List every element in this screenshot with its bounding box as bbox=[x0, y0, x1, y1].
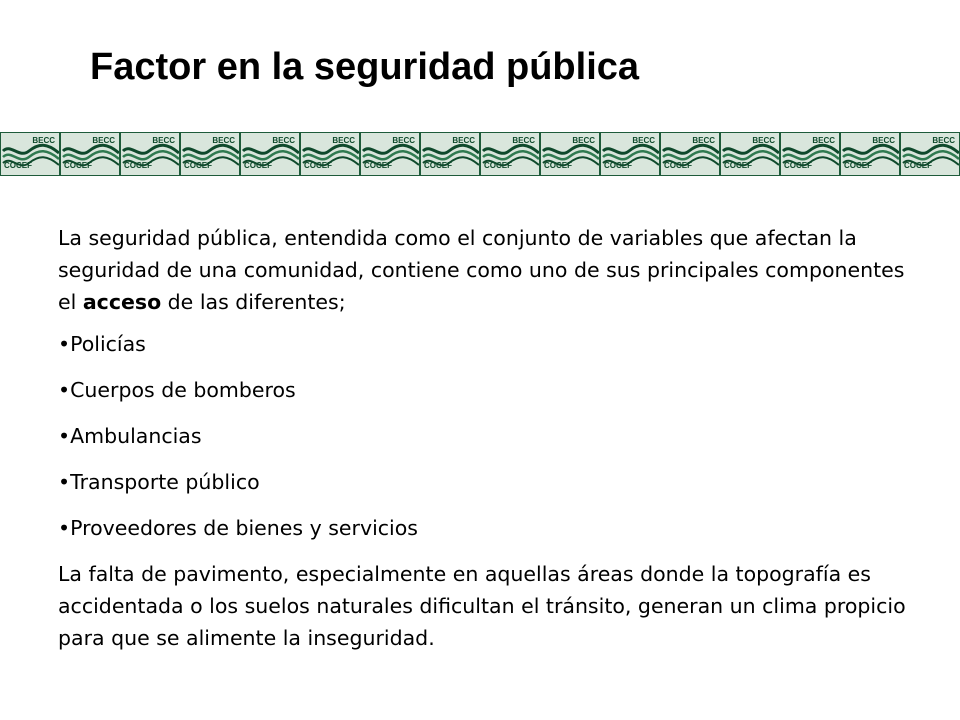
logo-text-becc: BECC bbox=[752, 136, 775, 145]
logo-text-cocef: COCEF bbox=[724, 161, 752, 170]
becc-cocef-logo bbox=[540, 132, 600, 176]
logo-text-cocef: COCEF bbox=[364, 161, 392, 170]
logo-text-cocef: COCEF bbox=[424, 161, 452, 170]
logo-text-becc: BECC bbox=[932, 136, 955, 145]
logo-text-cocef: COCEF bbox=[64, 161, 92, 170]
logo-text-cocef: COCEF bbox=[124, 161, 152, 170]
logo-text-becc: BECC bbox=[572, 136, 595, 145]
logo-text-becc: BECC bbox=[152, 136, 175, 145]
logo-text-becc: BECC bbox=[692, 136, 715, 145]
becc-cocef-logo bbox=[240, 132, 300, 176]
bullet-item: •Proveedores de bienes y servicios bbox=[58, 516, 418, 540]
becc-cocef-logo bbox=[720, 132, 780, 176]
logo-text-becc: BECC bbox=[212, 136, 235, 145]
becc-cocef-logo bbox=[180, 132, 240, 176]
logo-text-becc: BECC bbox=[512, 136, 535, 145]
logo-text-becc: BECC bbox=[452, 136, 475, 145]
intro-text-end: de las diferentes; bbox=[161, 290, 346, 314]
logo-text-cocef: COCEF bbox=[784, 161, 812, 170]
logo-text-becc: BECC bbox=[812, 136, 835, 145]
logo-text-becc: BECC bbox=[392, 136, 415, 145]
logo-banner bbox=[0, 132, 960, 176]
bullet-item: •Cuerpos de bomberos bbox=[58, 378, 296, 402]
slide-body bbox=[58, 222, 908, 664]
logo-text-becc: BECC bbox=[32, 136, 55, 145]
becc-cocef-logo bbox=[480, 132, 540, 176]
becc-cocef-logo bbox=[780, 132, 840, 176]
becc-cocef-logo bbox=[300, 132, 360, 176]
logo-text-cocef: COCEF bbox=[664, 161, 692, 170]
logo-text-cocef: COCEF bbox=[184, 161, 212, 170]
bullet-item: •Ambulancias bbox=[58, 424, 202, 448]
logo-text-becc: BECC bbox=[632, 136, 655, 145]
logo-text-cocef: COCEF bbox=[844, 161, 872, 170]
becc-cocef-logo bbox=[660, 132, 720, 176]
closing-paragraph: La falta de pavimento, especialmente en aquellas áreas donde la topografía es accidentada o los suelos naturales dificultan el tránsito, generan un clima propicio para que se alimente la inseguridad. bbox=[58, 562, 906, 650]
logo-text-becc: BECC bbox=[272, 136, 295, 145]
logo-text-cocef: COCEF bbox=[544, 161, 572, 170]
becc-cocef-logo bbox=[420, 132, 480, 176]
becc-cocef-logo bbox=[360, 132, 420, 176]
logo-text-cocef: COCEF bbox=[904, 161, 932, 170]
logo-text-becc: BECC bbox=[332, 136, 355, 145]
becc-cocef-logo bbox=[120, 132, 180, 176]
page-title: Factor en la seguridad pública bbox=[90, 46, 640, 88]
bullet-item: •Policías bbox=[58, 332, 146, 356]
logo-text-cocef: COCEF bbox=[604, 161, 632, 170]
logo-text-cocef: COCEF bbox=[304, 161, 332, 170]
logo-text-becc: BECC bbox=[872, 136, 895, 145]
becc-cocef-logo bbox=[0, 132, 60, 176]
becc-cocef-logo bbox=[600, 132, 660, 176]
becc-cocef-logo bbox=[840, 132, 900, 176]
intro-emphasis: acceso bbox=[82, 290, 162, 314]
intro-paragraph bbox=[58, 222, 908, 318]
logo-text-becc: BECC bbox=[92, 136, 115, 145]
becc-cocef-logo bbox=[60, 132, 120, 176]
becc-cocef-logo bbox=[900, 132, 960, 176]
intro-text-start: La seguridad pública, entendida como el conjunto de variables que afectan la seguridad de una comunidad, contiene como uno de sus principales componentes el bbox=[58, 226, 905, 314]
logo-text-cocef: COCEF bbox=[244, 161, 272, 170]
logo-text-cocef: COCEF bbox=[4, 161, 32, 170]
logo-text-cocef: COCEF bbox=[484, 161, 512, 170]
bullet-item: •Transporte público bbox=[58, 470, 260, 494]
